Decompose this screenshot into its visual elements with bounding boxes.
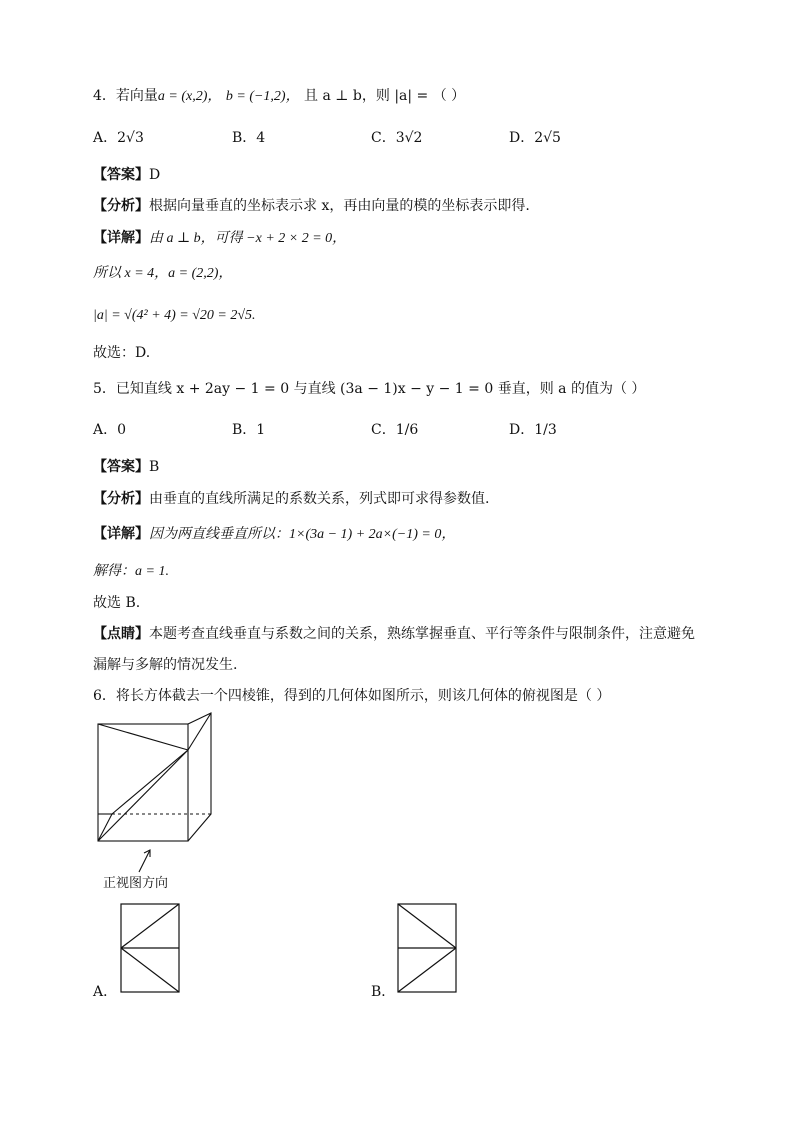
q4-detail-2: 所以 x = 4，a = (2,2)，	[93, 266, 233, 281]
q5-analysis	[93, 489, 489, 509]
q4-option-c[interactable]: C．3√2	[371, 130, 423, 146]
q5-conclusion: 故选 B.	[93, 595, 141, 611]
answer-tag: 【答案】	[93, 459, 149, 475]
q5-answer	[93, 457, 159, 477]
detail-text: 因为两直线垂直所以：1×(3a − 1) + 2a×(−1) = 0，	[149, 527, 456, 542]
q4-detail-1	[93, 228, 346, 249]
analysis-tag: 【分析】	[93, 491, 149, 507]
q4-option-d[interactable]: D．2√5	[509, 130, 561, 146]
q5-stem: 5．已知直线 x + 2ay − 1 = 0 与直线 (3a − 1)x − y − 1 = 0 垂直，则 a 的值为（ ）	[93, 381, 646, 397]
analysis-text: 根据向量垂直的坐标表示求 x，再由向量的模的坐标表示即得.	[149, 198, 530, 214]
view-direction-caption: 正视图方向	[103, 876, 169, 891]
analysis-tag: 【分析】	[93, 198, 149, 214]
q4-analysis	[93, 196, 530, 216]
q5-comment-1	[93, 624, 695, 644]
q5-option-c[interactable]: C．1/6	[371, 422, 419, 438]
q4-a-def: a = (x,2)，	[157, 89, 222, 104]
detail-tag: 【详解】	[93, 230, 149, 246]
q4-answer	[93, 165, 160, 185]
q5-option-b[interactable]: B．1	[232, 422, 266, 438]
q6-option-b-figure[interactable]	[397, 903, 459, 995]
detail-tag: 【详解】	[93, 526, 149, 542]
q4-detail-3: |a| = √(4² + 4) = √20 = 2√5.	[93, 308, 256, 323]
detail-text: 由 a ⊥ b，可得 −x + 2 × 2 = 0，	[149, 231, 347, 246]
q5-option-d[interactable]: D．1/3	[509, 422, 557, 438]
q4-option-a[interactable]: A．2√3	[93, 130, 144, 146]
q5-option-a[interactable]: A．0	[93, 422, 127, 438]
q6-option-b-label[interactable]: B．	[371, 984, 396, 1000]
q6-stem: 6．将长方体截去一个四棱锥，得到的几何体如图所示，则该几何体的俯视图是（ ）	[93, 688, 611, 704]
q4-option-b[interactable]: B．4	[232, 130, 266, 146]
q5-comment-2: 漏解与多解的情况发生.	[93, 657, 238, 673]
q6-option-a-figure[interactable]	[120, 903, 182, 995]
comment-tag: 【点睛】	[93, 626, 149, 642]
q5-detail-2: 解得：a = 1.	[93, 564, 169, 579]
comment-text: 本题考查直线垂直与系数之间的关系，熟练掌握垂直、平行等条件与限制条件，注意避免	[149, 626, 695, 642]
q6-option-a-label[interactable]: A．	[93, 984, 118, 1000]
answer-value: B	[149, 459, 160, 475]
analysis-text: 由垂直的直线所满足的系数关系，列式即可求得参数值.	[149, 491, 490, 507]
q4-condition: 且 a ⊥ b，则 |a| = （ ）	[304, 88, 466, 104]
answer-value: D	[149, 167, 161, 183]
q5-detail-1	[93, 524, 455, 545]
answer-tag: 【答案】	[93, 167, 149, 183]
solid-figure	[90, 712, 220, 877]
q4-prefix: 4．若向量	[93, 88, 158, 104]
q4-stem	[93, 86, 465, 107]
q4-conclusion: 故选：D.	[93, 345, 151, 361]
q4-b-def: b = (−1,2)，	[225, 89, 300, 104]
